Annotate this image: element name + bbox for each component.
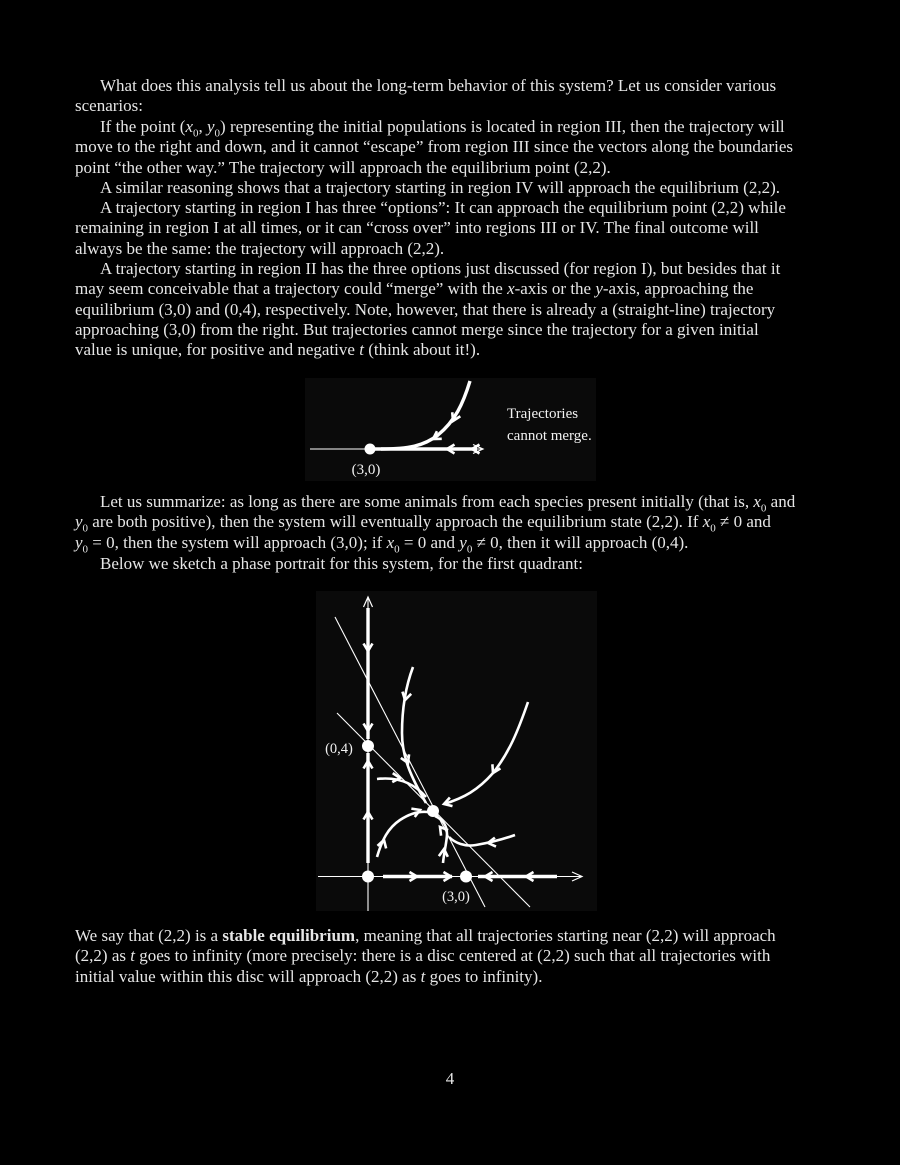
- text-line: move to the right and down, and it cannot “escape” from region III since the vectors along the boundaries: [75, 137, 794, 157]
- equilibrium-point-3-0: [460, 871, 472, 883]
- trajectory-from-bottom-left: [377, 812, 428, 857]
- paragraph-stable-equilibrium: [75, 926, 835, 987]
- text-line: A similar reasoning shows that a trajectory starting in region IV will approach the equilibrium (2,2).: [100, 178, 780, 197]
- text-line: What does this analysis tell us about the long-term behavior of this system? Let us consider various: [100, 76, 777, 95]
- text-line: initial value within this disc will approach (2,2) as t goes to infinity).: [75, 966, 543, 986]
- paragraph-region-iv: [75, 178, 835, 198]
- paragraph-phase-portrait-intro: [75, 554, 835, 574]
- text-line: approaching (3,0) from the right. But trajectories cannot merge since the trajectory for a given initial: [75, 320, 759, 340]
- text-line: $y_0 = 0$, then the system will approach (3,0); if $x_0 = 0$ and $y_0 \ne 0$, then it will approach (0,4).: [75, 532, 689, 556]
- figure-caption-line1: Trajectories: [507, 406, 579, 422]
- text-line: point “the other way.” The trajectory will approach the equilibrium point (2,2).: [75, 157, 611, 177]
- paragraph-region-i: [75, 198, 835, 259]
- paragraph-long-term-behavior: [75, 76, 835, 117]
- text-line: may seem conceivable that a trajectory could “merge” with the x-axis or the y-axis, approaching the: [75, 279, 754, 299]
- text-line: If the point ($x_0$, $y_0$) representing the initial populations is located in region III, then the trajectory will: [100, 117, 785, 140]
- text-line: (2,2) as t goes to infinity (more precisely: there is a disc centered at (2,2) such that all trajectories with: [75, 946, 771, 966]
- point-label-0-4: (0,4): [325, 741, 353, 757]
- equilibrium-point-0-4: [362, 740, 374, 752]
- text-line: We say that (2,2) is a stable equilibrium, meaning that all trajectories starting near (2,2) will approach: [75, 926, 776, 945]
- merge-figure-drawing: [305, 378, 596, 481]
- origin-point: [362, 871, 374, 883]
- paragraph-region-iii: [75, 117, 835, 178]
- text-line: Below we sketch a phase portrait for this system, for the first quadrant:: [100, 554, 583, 573]
- paragraph-summary: [75, 492, 835, 556]
- figure-phase-portrait: [316, 591, 597, 911]
- text-line: equilibrium (3,0) and (0,4), respectively. Note, however, that there is already a (straight-line) trajectory: [75, 299, 776, 319]
- figure-caption-line2: cannot merge.: [507, 428, 592, 444]
- page-number: 4: [445, 1069, 455, 1088]
- figure-trajectories-cannot-merge: [305, 378, 596, 481]
- nullcline-steep-line: [335, 617, 485, 907]
- point-label-3-0: (3,0): [351, 462, 381, 478]
- incoming-trajectory-curve: [381, 381, 470, 449]
- text-line: value is unique, for positive and negative t (think about it!).: [75, 340, 481, 360]
- equilibrium-point-2-2: [427, 805, 439, 817]
- paragraph-region-ii: [75, 259, 835, 361]
- text-line: remaining in region I at all times, or it can “cross over” into regions III or IV. The final outcome will: [75, 218, 759, 238]
- point-label-3-0: (3,0): [442, 889, 470, 905]
- trajectory-from-top-right: [444, 702, 528, 804]
- text-line: $y_0$ are both positive), then the system will eventually approach the equilibrium state (2,2). If $x_0 \ne 0$ and: [75, 512, 771, 535]
- text-line: scenarios:: [75, 96, 143, 116]
- text-line: A trajectory starting in region I has three “options”: It can approach the equilibrium point (2,2) while: [100, 198, 786, 217]
- text-line: Let us summarize: as long as there are some animals from each species present initially (that is, $x_0$ and: [100, 492, 796, 515]
- equilibrium-point-3-0: [365, 444, 376, 455]
- text-line: always be the same: the trajectory will approach (2,2).: [75, 238, 445, 258]
- text-line: A trajectory starting in region II has the three options just discussed (for region I), but besides that it: [100, 259, 781, 278]
- phase-portrait-drawing: [316, 591, 597, 911]
- trajectory-from-right: [449, 835, 515, 846]
